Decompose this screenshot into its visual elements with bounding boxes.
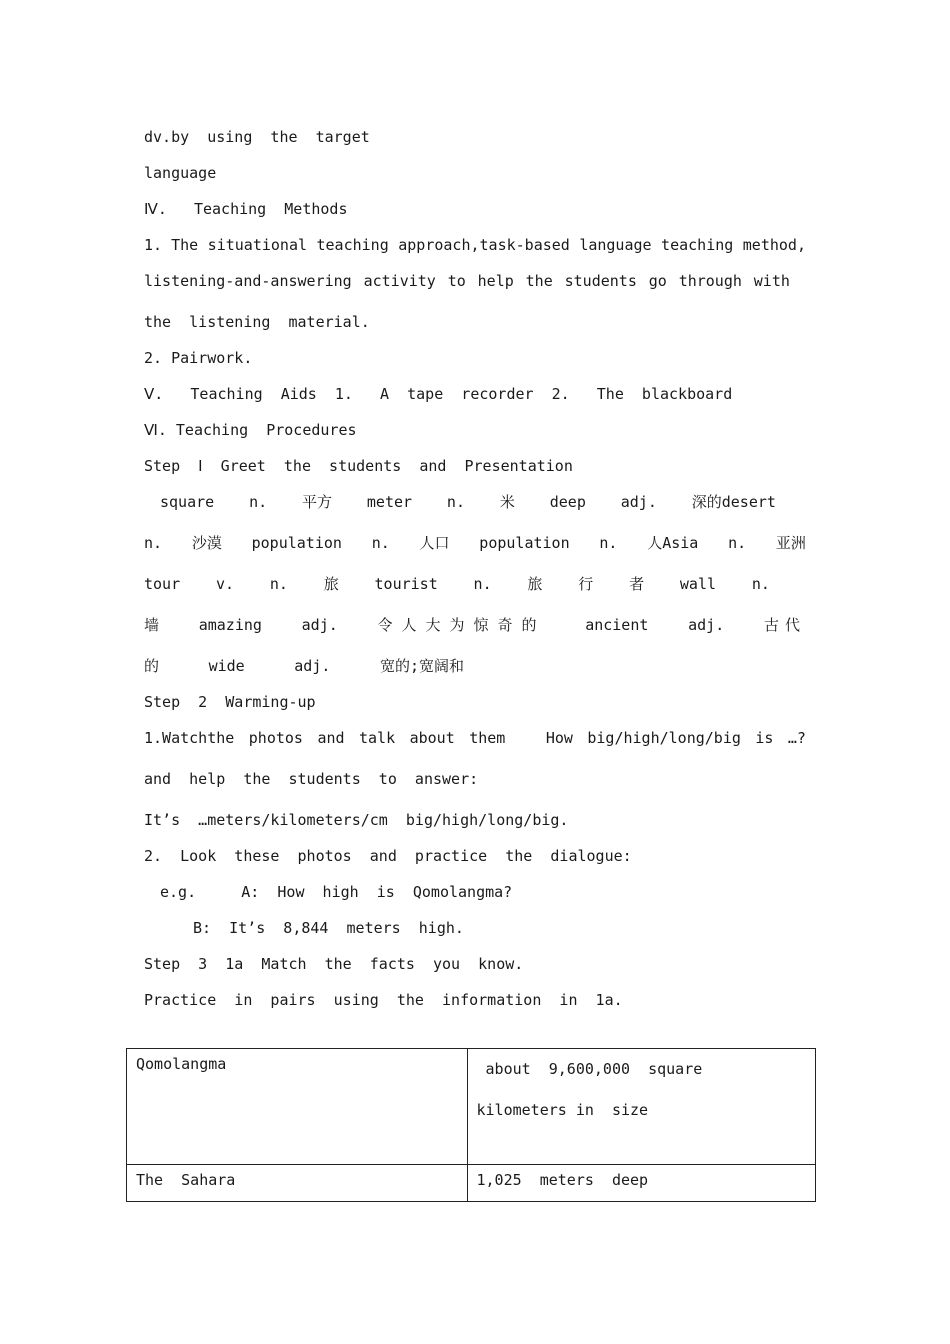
word: 深的desert xyxy=(691,493,776,511)
word: tourist xyxy=(374,575,438,593)
word: population xyxy=(251,534,342,552)
word: adj. xyxy=(301,616,338,634)
cell-text: Qomolangma xyxy=(136,1055,227,1073)
word: 行 xyxy=(578,575,594,593)
word: the xyxy=(525,272,553,290)
text-line: the listening material. xyxy=(144,313,370,331)
word: teaching xyxy=(661,236,734,254)
table-cell xyxy=(127,1049,468,1165)
word: n. xyxy=(728,534,747,552)
word: students xyxy=(564,272,637,290)
word: n. xyxy=(269,575,288,593)
word: situational xyxy=(207,236,308,254)
section-heading-aids: Ⅴ. Teaching Aids 1. A tape recorder 2. The blackboard xyxy=(144,385,733,403)
word: through xyxy=(678,272,742,290)
table-cell xyxy=(467,1049,816,1165)
word: v. xyxy=(215,575,234,593)
word: 旅 xyxy=(323,575,339,593)
word: n. xyxy=(446,493,465,511)
word: and xyxy=(317,729,345,747)
word: square xyxy=(160,493,215,511)
word: photos xyxy=(248,729,303,747)
dialogue-line: B: It’s 8,844 meters high. xyxy=(193,919,464,937)
text-line: and help the students to answer: xyxy=(144,770,479,788)
word: 1.Watchthe xyxy=(144,729,235,747)
word: ancient xyxy=(585,616,649,634)
word: go xyxy=(648,272,667,290)
word: 1. The xyxy=(144,236,199,254)
word: How xyxy=(545,729,573,747)
word: meter xyxy=(366,493,413,511)
section-heading-methods: Ⅳ. Teaching Methods xyxy=(144,200,348,218)
word: 宽的;宽阔和 xyxy=(379,657,464,675)
word: n. xyxy=(144,534,163,552)
word: 人Asia xyxy=(647,534,699,552)
word: adj. xyxy=(620,493,657,511)
vocab-line xyxy=(144,575,770,593)
word: n. xyxy=(371,534,390,552)
word: deep xyxy=(549,493,586,511)
table-cell xyxy=(127,1165,468,1202)
word: …? xyxy=(787,729,806,747)
word: 墙 xyxy=(144,616,160,634)
word: wall xyxy=(679,575,717,593)
text-line: 2. Look these photos and practice the dialogue: xyxy=(144,847,632,865)
word: wide xyxy=(208,657,245,675)
vocab-line xyxy=(144,534,806,552)
word: to xyxy=(447,272,466,290)
text-line: It’s …meters/kilometers/cm big/high/long/big. xyxy=(144,811,569,829)
word: n. xyxy=(599,534,618,552)
step-heading: Step 3 1a Match the facts you know. xyxy=(144,955,524,973)
word: 米 xyxy=(499,493,515,511)
table-row xyxy=(127,1049,816,1165)
word: 人口 xyxy=(419,534,450,552)
vocab-line xyxy=(144,616,806,634)
text-line-justified xyxy=(144,272,790,290)
vocab-line xyxy=(160,493,776,511)
step-heading: Step Ⅰ Greet the students and Presentation xyxy=(144,457,573,475)
word: big/high/long/big xyxy=(587,729,741,747)
cell-text: about 9,600,000 square kilometers in size xyxy=(476,1060,721,1119)
word: n. xyxy=(249,493,268,511)
table-row xyxy=(127,1165,816,1202)
text-line: language xyxy=(144,164,217,182)
text-line: Practice in pairs using the information in 1a. xyxy=(144,991,623,1009)
word: them xyxy=(469,729,506,747)
word: amazing xyxy=(198,616,262,634)
word: talk xyxy=(359,729,396,747)
word: population xyxy=(479,534,570,552)
word: with xyxy=(753,272,790,290)
word: activity xyxy=(363,272,436,290)
word: adj. xyxy=(294,657,331,675)
word: 平方 xyxy=(302,493,333,511)
cell-text: The Sahara xyxy=(136,1171,236,1189)
word: approach,task-based xyxy=(398,236,570,254)
text-line-justified xyxy=(144,236,806,254)
word: 令人大为惊奇的 xyxy=(377,616,546,634)
word: 者 xyxy=(629,575,645,593)
word: teaching xyxy=(316,236,389,254)
step-heading: Step 2 Warming-up xyxy=(144,693,316,711)
section-heading-procedures: Ⅵ. Teaching Procedures xyxy=(144,421,357,439)
word: 的 xyxy=(144,657,160,675)
word: tour xyxy=(144,575,181,593)
facts-table xyxy=(126,1048,816,1202)
word: n. xyxy=(751,575,770,593)
word: method, xyxy=(742,236,806,254)
vocab-line xyxy=(144,657,464,675)
cell-text: 1,025 meters deep xyxy=(476,1171,649,1189)
word: about xyxy=(409,729,455,747)
word: language xyxy=(579,236,652,254)
word: n. xyxy=(473,575,492,593)
word: 亚洲 xyxy=(775,534,806,552)
word: adj. xyxy=(688,616,725,634)
word: help xyxy=(477,272,514,290)
word: 旅 xyxy=(527,575,543,593)
text-line: 2. Pairwork. xyxy=(144,349,253,367)
word: 古代 xyxy=(763,616,806,634)
dialogue-line: e.g. A: How high is Qomolangma? xyxy=(160,883,513,901)
word: 沙漠 xyxy=(191,534,222,552)
table-cell xyxy=(467,1165,816,1202)
word: is xyxy=(755,729,774,747)
text-line: dv.by using the target xyxy=(144,128,370,146)
text-line-justified xyxy=(144,729,806,747)
word: listening-and-answering xyxy=(144,272,352,290)
